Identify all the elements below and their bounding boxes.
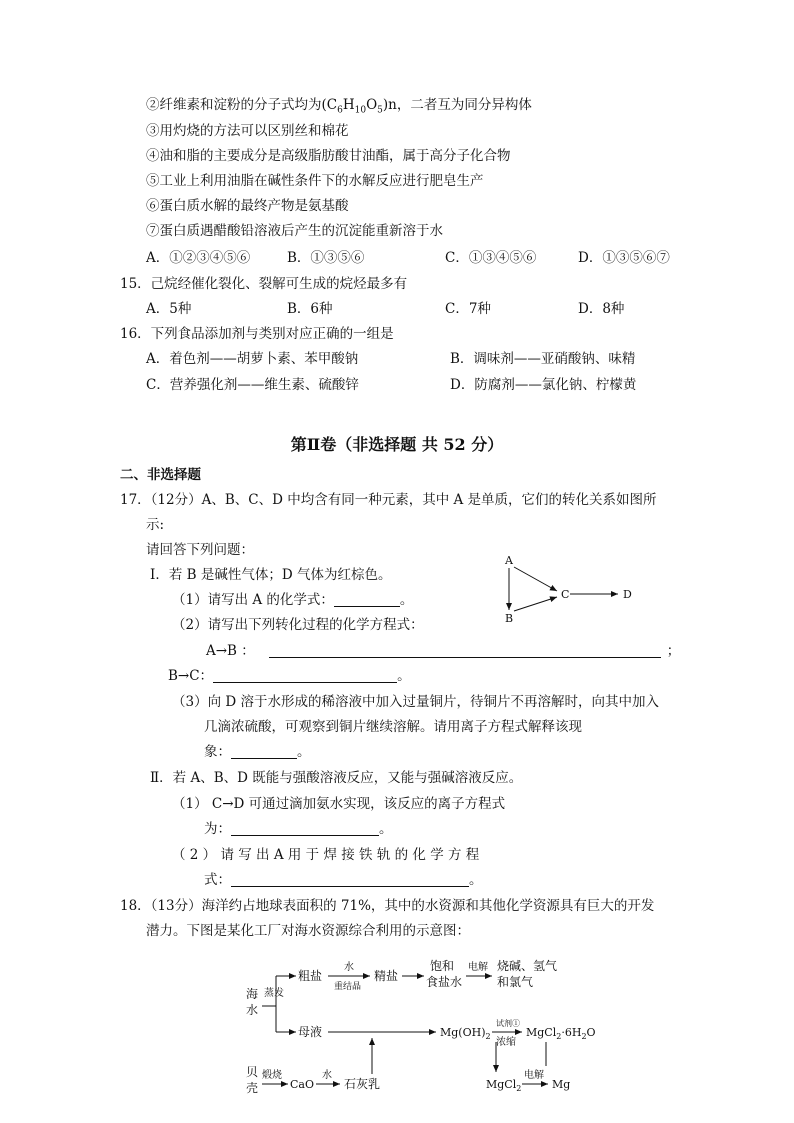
brine-node-2: 食盐水	[426, 975, 463, 989]
q14-item-5: ⑤工业上利用油脂在碱性条件下的水解反应进行肥皂生产	[146, 173, 484, 189]
q14-item-3: ③用灼烧的方法可以区别丝和棉花	[146, 123, 349, 139]
seawater-label-2: 水	[246, 1003, 259, 1017]
q17-stem-2: 示:	[146, 517, 165, 533]
node-c: C	[561, 588, 570, 601]
electro-label-1: 电解	[468, 962, 488, 973]
cao-node: CaO	[290, 1078, 314, 1091]
abcd-transformation-diagram	[496, 548, 646, 628]
section-title: 二、非选择题	[120, 467, 201, 483]
q17-part2-q2-line1: （ 2 ） 请 写 出 A 用 于 焊 接 铁 轨 的 化 学 方 程	[172, 847, 480, 863]
q17-part1: Ⅰ．若 B 是碱性气体；D 气体为红棕色。	[150, 567, 392, 583]
arrow-a-c	[514, 567, 557, 591]
q17-part1-q2: （2）请写出下列转化过程的化学方程式：	[172, 617, 424, 633]
q15-option-a: A．5种	[146, 301, 192, 317]
brine-node-1: 饱和	[430, 959, 455, 973]
q15-stem: 15．己烷经催化裂化、裂解可生成的烷烃最多有	[120, 276, 408, 292]
q14-item-6: ⑥蛋白质水解的最终产物是氨基酸	[146, 198, 349, 214]
fine-salt-node: 精盐	[374, 969, 399, 983]
q17-part1-q3-line1: （3）向 D 溶于水形成的稀溶液中加入过量铜片，待铜片不再溶解时，向其中加入	[172, 694, 659, 710]
shell-label-2: 壳	[246, 1081, 259, 1095]
q16-option-d: D．防腐剂——氯化钠、柠檬黄	[450, 377, 637, 393]
seawater-process-flowchart	[240, 948, 600, 1098]
q16-option-c: C．营养强化剂——维生素、硫酸锌	[146, 377, 359, 393]
answer-blank[interactable]	[213, 668, 397, 683]
q17-part1-q3-line3: 象： 。	[204, 744, 311, 760]
q16-option-b: B．调味剂——亚硝酸钠、味精	[450, 351, 636, 367]
q17-stem-1: 17．（12分）A、B、C、D 中均含有同一种元素，其中 A 是单质，它们的转化关系如图所	[120, 492, 657, 508]
q16-option-a: A．着色剂——胡萝卜素、苯甲酸钠	[146, 351, 359, 367]
q17-eq-ab: A→B ： ；	[206, 643, 681, 659]
q14-option-c: C．①③④⑤⑥	[445, 250, 537, 266]
q14-item-2: ②纤维素和淀粉的分子式均为$(C_6H_{10}O_5)n$，二者互为同分异构体	[146, 97, 532, 116]
q14-option-a: A．①②③④⑤⑥	[146, 250, 251, 266]
q17-ask: 请回答下列问题：	[146, 542, 254, 558]
q15-option-b: B．6种	[287, 301, 333, 317]
q17-part1-q3-line2: 几滴浓硫酸，可观察到铜片继续溶解。请用离子方程式解释该现	[204, 719, 582, 735]
q15-option-d: D．8种	[578, 301, 625, 317]
reagent-label: 试剂①	[496, 1019, 520, 1028]
q14-item-7: ⑦蛋白质遇醋酸铅溶液后产生的沉淀能重新溶于水	[146, 223, 443, 239]
q18-stem-2: 潜力。下图是某化工厂对海水资源综合利用的示意图：	[146, 923, 470, 939]
q14-option-b: B．①③⑤⑥	[287, 250, 365, 266]
answer-blank[interactable]	[231, 821, 379, 836]
electro-label-2: 电解	[524, 1070, 544, 1081]
node-b: B	[505, 612, 514, 625]
mg-node: Mg	[552, 1078, 571, 1091]
products-node-2: 和氯气	[497, 975, 534, 989]
conc-label: 浓缩	[496, 1037, 516, 1048]
mgcl2-node: MgCl$_2$	[486, 1078, 522, 1093]
seawater-label-1: 海	[246, 987, 259, 1001]
q17-part1-q1: （1）请写出 A 的化学式： 。	[172, 592, 414, 608]
mgcl2-hydrate-node: $MgCl_2\cdot 6H_2O$	[526, 1026, 596, 1041]
water-label-1: 水	[344, 962, 354, 973]
mother-liquor-node: 母液	[298, 1025, 323, 1039]
products-node-1: 烧碱、氢气	[497, 959, 558, 973]
q17-part2: Ⅱ．若 A、B、D 既能与强酸溶液反应，又能与强碱溶液反应。	[150, 770, 523, 786]
q14-option-d: D．①③⑤⑥⑦	[578, 250, 670, 266]
crude-salt-node: 粗盐	[298, 969, 323, 983]
answer-blank[interactable]	[231, 744, 297, 759]
mgoh2-node: $Mg(OH)_2$	[440, 1026, 491, 1041]
arrow-b-c	[514, 597, 557, 611]
part2-title: 第Ⅱ卷（非选择题 共 52 分）	[290, 435, 504, 454]
answer-blank[interactable]	[269, 643, 661, 658]
q17-part2-q2-line2: 式： 。	[204, 872, 483, 888]
answer-blank[interactable]	[231, 872, 469, 887]
node-a: A	[505, 554, 513, 567]
q17-eq-bc: B→C： 。	[168, 668, 411, 684]
q18-stem-1: 18．（13分）海洋约占地球表面积的 71%，其中的水资源和其他化学资源具有巨大的开发	[120, 898, 655, 914]
shell-label-1: 贝	[246, 1065, 259, 1079]
recryst-label: 重结晶	[334, 982, 362, 992]
q16-stem: 16．下列食品添加剂与类别对应正确的一组是	[120, 326, 394, 342]
q15-option-c: C．7种	[445, 301, 491, 317]
lime-milk-node: 石灰乳	[344, 1077, 381, 1091]
q14-item-4: ④油和脂的主要成分是高级脂肪酸甘油酯，属于高分子化合物	[146, 148, 511, 164]
answer-blank[interactable]	[334, 592, 400, 607]
q17-part2-q1-line2: 为： 。	[204, 821, 393, 837]
evap-label: 蒸发	[264, 988, 284, 999]
water-label-2: 水	[322, 1070, 332, 1081]
calcine-label: 煅烧	[262, 1070, 282, 1081]
q17-part2-q1-line1: （1） C→D 可通过滴加氨水实现，该反应的离子方程式	[172, 796, 506, 812]
node-d: D	[623, 588, 632, 601]
